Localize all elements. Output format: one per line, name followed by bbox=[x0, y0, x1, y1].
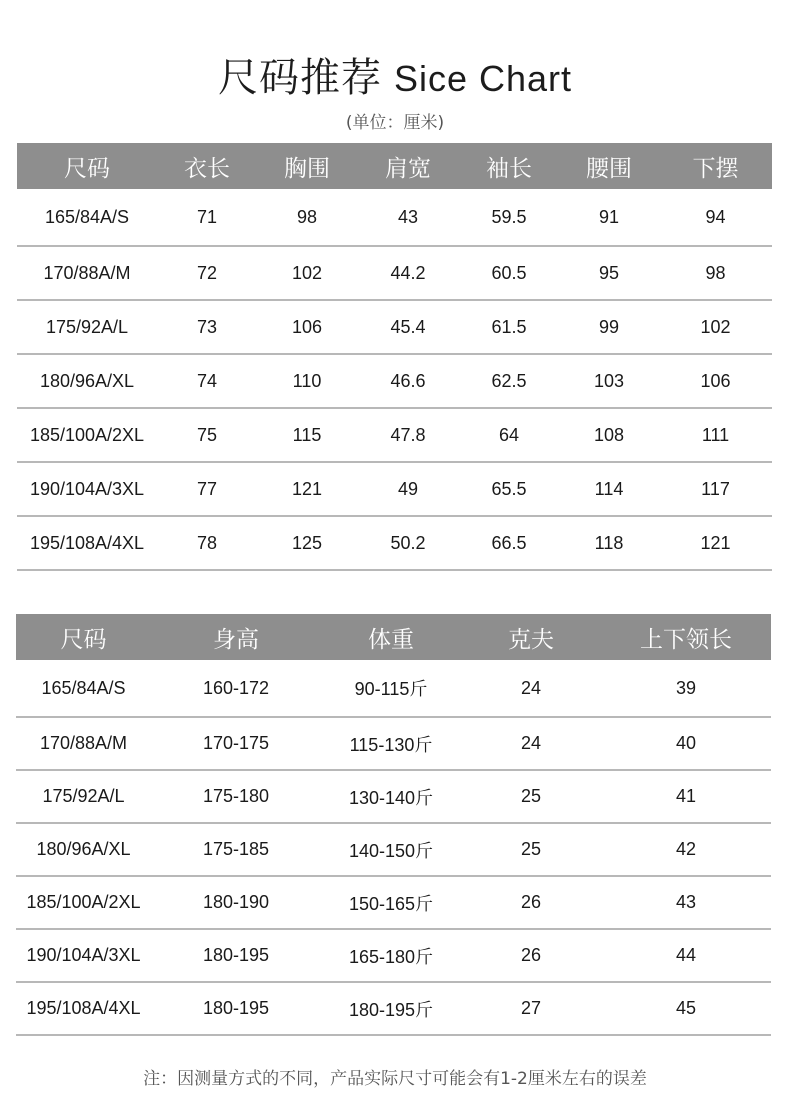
table-row bbox=[17, 189, 772, 246]
column-header: 尺码 bbox=[17, 143, 157, 189]
table-cell: 165-180斤 bbox=[321, 929, 461, 982]
table-cell: 91 bbox=[559, 189, 659, 246]
table-cell: 185/100A/2XL bbox=[16, 876, 151, 929]
table-row bbox=[17, 300, 772, 354]
table-row bbox=[17, 408, 772, 462]
table-cell: 59.5 bbox=[459, 189, 559, 246]
table-cell: 117 bbox=[659, 462, 772, 516]
table-cell: 108 bbox=[559, 408, 659, 462]
table-cell: 121 bbox=[659, 516, 772, 570]
table-cell: 170/88A/M bbox=[17, 246, 157, 300]
table-cell: 50.2 bbox=[357, 516, 459, 570]
column-header: 上下领长 bbox=[601, 614, 771, 660]
table-cell: 110 bbox=[257, 354, 357, 408]
table-cell: 90-115斤 bbox=[321, 660, 461, 717]
size-fit-table bbox=[16, 614, 771, 1036]
table-cell: 130-140斤 bbox=[321, 770, 461, 823]
table-cell: 180/96A/XL bbox=[16, 823, 151, 876]
table-cell: 49 bbox=[357, 462, 459, 516]
table-cell: 180/96A/XL bbox=[17, 354, 157, 408]
table-cell: 45 bbox=[601, 982, 771, 1035]
table-cell: 47.8 bbox=[357, 408, 459, 462]
table-cell: 39 bbox=[601, 660, 771, 717]
table-cell: 24 bbox=[461, 660, 601, 717]
table-cell: 73 bbox=[157, 300, 257, 354]
title-en: Sice Chart bbox=[393, 58, 573, 99]
table-cell: 180-195 bbox=[151, 929, 321, 982]
table-cell: 115 bbox=[257, 408, 357, 462]
table-cell: 180-195斤 bbox=[321, 982, 461, 1035]
page-title bbox=[0, 46, 790, 103]
column-header: 下摆 bbox=[659, 143, 772, 189]
table-cell: 25 bbox=[461, 823, 601, 876]
table-cell: 98 bbox=[257, 189, 357, 246]
column-header: 肩宽 bbox=[357, 143, 459, 189]
table-cell: 26 bbox=[461, 929, 601, 982]
column-header: 衣长 bbox=[157, 143, 257, 189]
table-cell: 165/84A/S bbox=[16, 660, 151, 717]
table-cell: 195/108A/4XL bbox=[17, 516, 157, 570]
table-cell: 165/84A/S bbox=[17, 189, 157, 246]
column-header: 腰围 bbox=[559, 143, 659, 189]
table-cell: 74 bbox=[157, 354, 257, 408]
table-cell: 190/104A/3XL bbox=[16, 929, 151, 982]
table-cell: 27 bbox=[461, 982, 601, 1035]
table-cell: 115-130斤 bbox=[321, 717, 461, 770]
table-row bbox=[16, 770, 771, 823]
table-cell: 106 bbox=[257, 300, 357, 354]
table-cell: 41 bbox=[601, 770, 771, 823]
table-row bbox=[17, 516, 772, 570]
table-cell: 24 bbox=[461, 717, 601, 770]
column-header: 体重 bbox=[321, 614, 461, 660]
table-row bbox=[16, 982, 771, 1035]
table-header-row bbox=[16, 614, 771, 660]
table-cell: 180-190 bbox=[151, 876, 321, 929]
table-cell: 98 bbox=[659, 246, 772, 300]
table-cell: 75 bbox=[157, 408, 257, 462]
table-cell: 111 bbox=[659, 408, 772, 462]
table-cell: 102 bbox=[257, 246, 357, 300]
table-cell: 64 bbox=[459, 408, 559, 462]
table-cell: 185/100A/2XL bbox=[17, 408, 157, 462]
table-row bbox=[17, 246, 772, 300]
table-cell: 43 bbox=[357, 189, 459, 246]
table-cell: 62.5 bbox=[459, 354, 559, 408]
table-cell: 180-195 bbox=[151, 982, 321, 1035]
table-cell: 25 bbox=[461, 770, 601, 823]
table-cell: 77 bbox=[157, 462, 257, 516]
column-header: 尺码 bbox=[16, 614, 151, 660]
table-cell: 44 bbox=[601, 929, 771, 982]
table-cell: 60.5 bbox=[459, 246, 559, 300]
table-cell: 175/92A/L bbox=[16, 770, 151, 823]
table-cell: 102 bbox=[659, 300, 772, 354]
table-row bbox=[17, 462, 772, 516]
table-cell: 72 bbox=[157, 246, 257, 300]
table-cell: 114 bbox=[559, 462, 659, 516]
column-header: 克夫 bbox=[461, 614, 601, 660]
table-cell: 106 bbox=[659, 354, 772, 408]
table-cell: 66.5 bbox=[459, 516, 559, 570]
table-cell: 125 bbox=[257, 516, 357, 570]
table-cell: 78 bbox=[157, 516, 257, 570]
table-cell: 42 bbox=[601, 823, 771, 876]
table-row bbox=[16, 876, 771, 929]
table-cell: 40 bbox=[601, 717, 771, 770]
table-cell: 45.4 bbox=[357, 300, 459, 354]
column-header: 身高 bbox=[151, 614, 321, 660]
table-cell: 150-165斤 bbox=[321, 876, 461, 929]
table-cell: 43 bbox=[601, 876, 771, 929]
table-row bbox=[16, 660, 771, 717]
table-row bbox=[16, 823, 771, 876]
column-header: 袖长 bbox=[459, 143, 559, 189]
table-cell: 175/92A/L bbox=[17, 300, 157, 354]
table-cell: 170/88A/M bbox=[16, 717, 151, 770]
table-cell: 44.2 bbox=[357, 246, 459, 300]
table-cell: 94 bbox=[659, 189, 772, 246]
table-cell: 175-180 bbox=[151, 770, 321, 823]
table-cell: 121 bbox=[257, 462, 357, 516]
table-cell: 170-175 bbox=[151, 717, 321, 770]
table-cell: 190/104A/3XL bbox=[17, 462, 157, 516]
table-cell: 71 bbox=[157, 189, 257, 246]
table-header-row bbox=[17, 143, 772, 189]
measurement-note: 注：因测量方式的不同，产品实际尺寸可能会有1-2厘米左右的误差 bbox=[143, 1069, 647, 1089]
table-cell: 46.6 bbox=[357, 354, 459, 408]
table-cell: 61.5 bbox=[459, 300, 559, 354]
table-cell: 95 bbox=[559, 246, 659, 300]
table-cell: 195/108A/4XL bbox=[16, 982, 151, 1035]
table-row bbox=[16, 929, 771, 982]
unit-label: (单位：厘米) bbox=[345, 113, 445, 133]
table-row bbox=[16, 717, 771, 770]
table-cell: 99 bbox=[559, 300, 659, 354]
column-header: 胸围 bbox=[257, 143, 357, 189]
table-cell: 175-185 bbox=[151, 823, 321, 876]
table-cell: 140-150斤 bbox=[321, 823, 461, 876]
table-cell: 160-172 bbox=[151, 660, 321, 717]
table-cell: 65.5 bbox=[459, 462, 559, 516]
table-cell: 26 bbox=[461, 876, 601, 929]
title-cn: 尺码推荐 bbox=[217, 55, 382, 101]
table-row bbox=[17, 354, 772, 408]
table-cell: 118 bbox=[559, 516, 659, 570]
size-measurement-table bbox=[17, 143, 772, 571]
table-cell: 103 bbox=[559, 354, 659, 408]
